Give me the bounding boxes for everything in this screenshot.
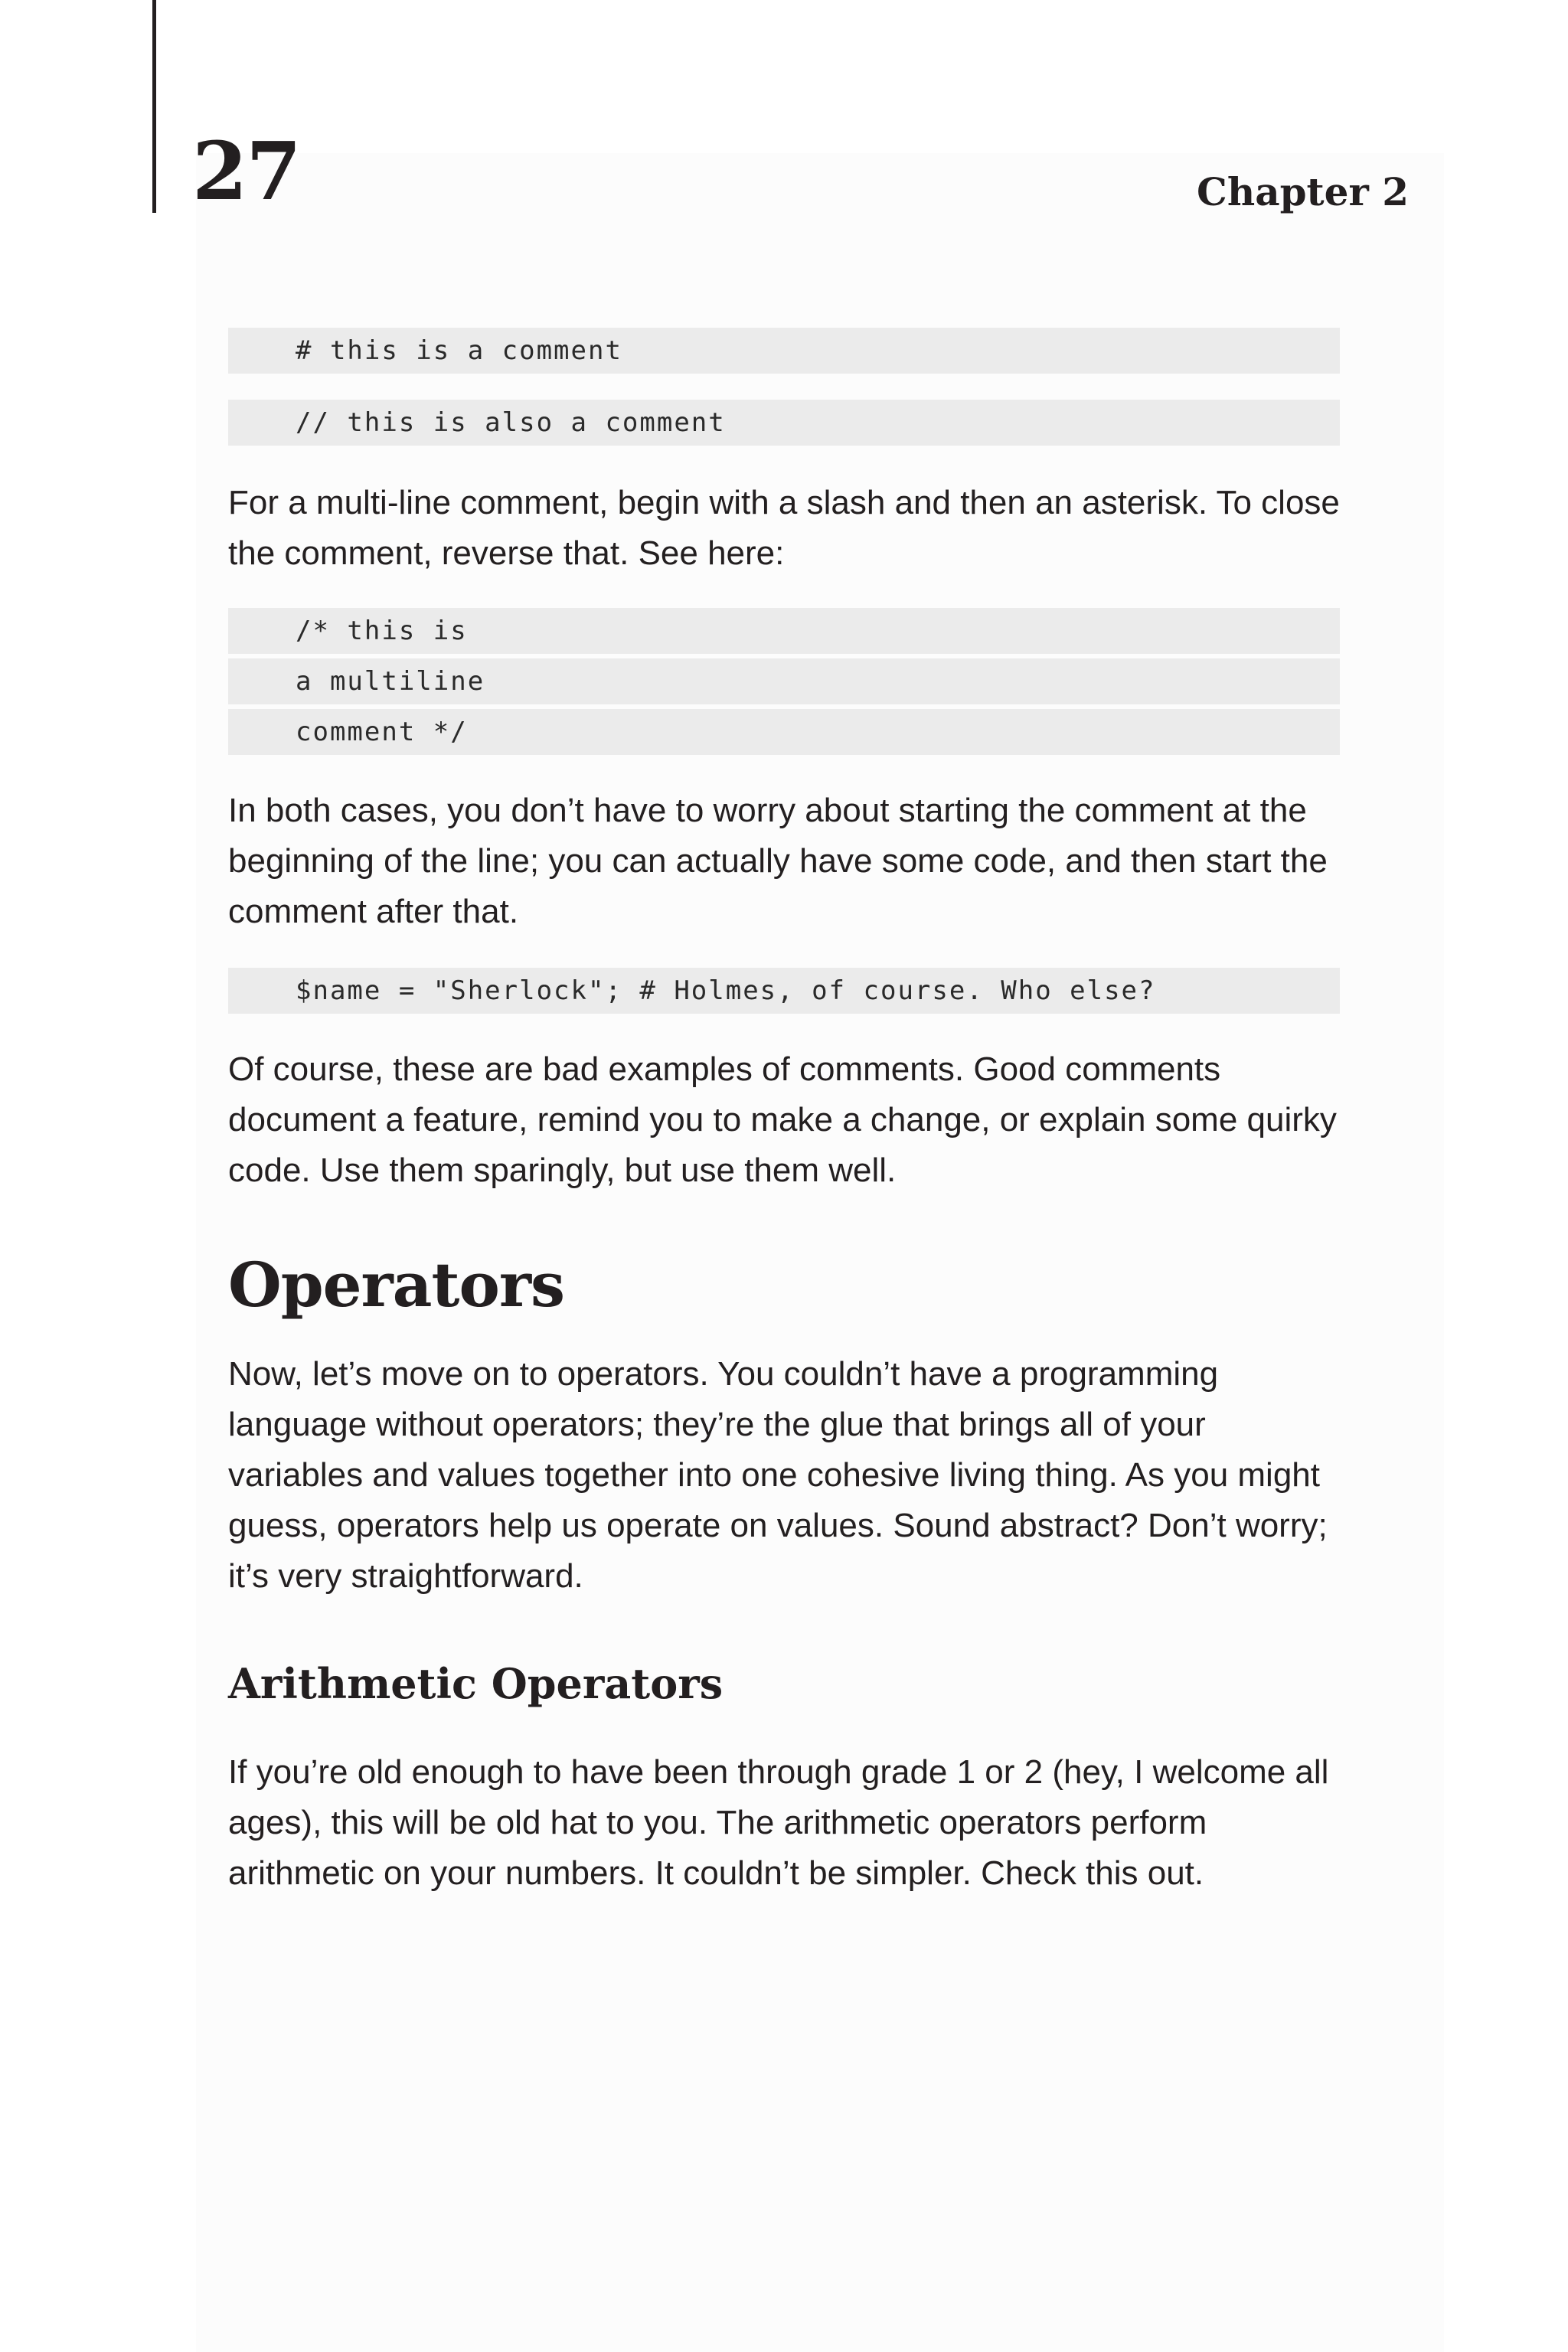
paragraph-operators: Now, let’s move on to operators. You couldn’t have a programming language without operators; they’re the glue that brings all of your variables and values together into one cohesive living thing. As you might guess, operators help us operate on values. Sound abstract? Don’t worry; it’s very straightforward. [228, 1355, 1328, 1595]
paragraph-bad-examples: Of course, these are bad examples of comments. Good comments document a feature, remind you to make a change, or explain some quirky code. Use them sparingly, but use them well. [228, 1050, 1337, 1189]
code-line: # this is a comment [228, 328, 1340, 374]
chapter-running-head: Chapter 2 [1197, 169, 1409, 214]
section-heading-operators: Operators [228, 1249, 565, 1321]
paragraph-both-cases: In both cases, you don’t have to worry about starting the comment at the beginning of the line; you can actually have some code, and then start the comment after that. [228, 792, 1328, 930]
page-content [228, 328, 1340, 1899]
paragraph-arithmetic: If you’re old enough to have been through grade 1 or 2 (hey, I welcome all ages), this will be old hat to you. The arithmetic operators perform arithmetic on your numbers. It couldn’t be simpler. Check this out. [228, 1753, 1329, 1892]
code-line: comment */ [228, 709, 1340, 755]
margin-rule [152, 0, 156, 213]
code-block-multiline [228, 608, 1340, 755]
code-line-inline-comment: $name = "Sherlock"; # Holmes, of course. Who else? [228, 968, 1340, 1014]
paragraph-multiline-intro: For a multi-line comment, begin with a slash and then an asterisk. To close the comment, reverse that. See here: [228, 484, 1340, 572]
code-line: /* this is [228, 608, 1340, 654]
code-line: a multiline [228, 658, 1340, 704]
page-number: 27 [192, 124, 300, 218]
subsection-heading-arithmetic: Arithmetic Operators [228, 1659, 724, 1708]
code-line: // this is also a comment [228, 400, 1340, 446]
